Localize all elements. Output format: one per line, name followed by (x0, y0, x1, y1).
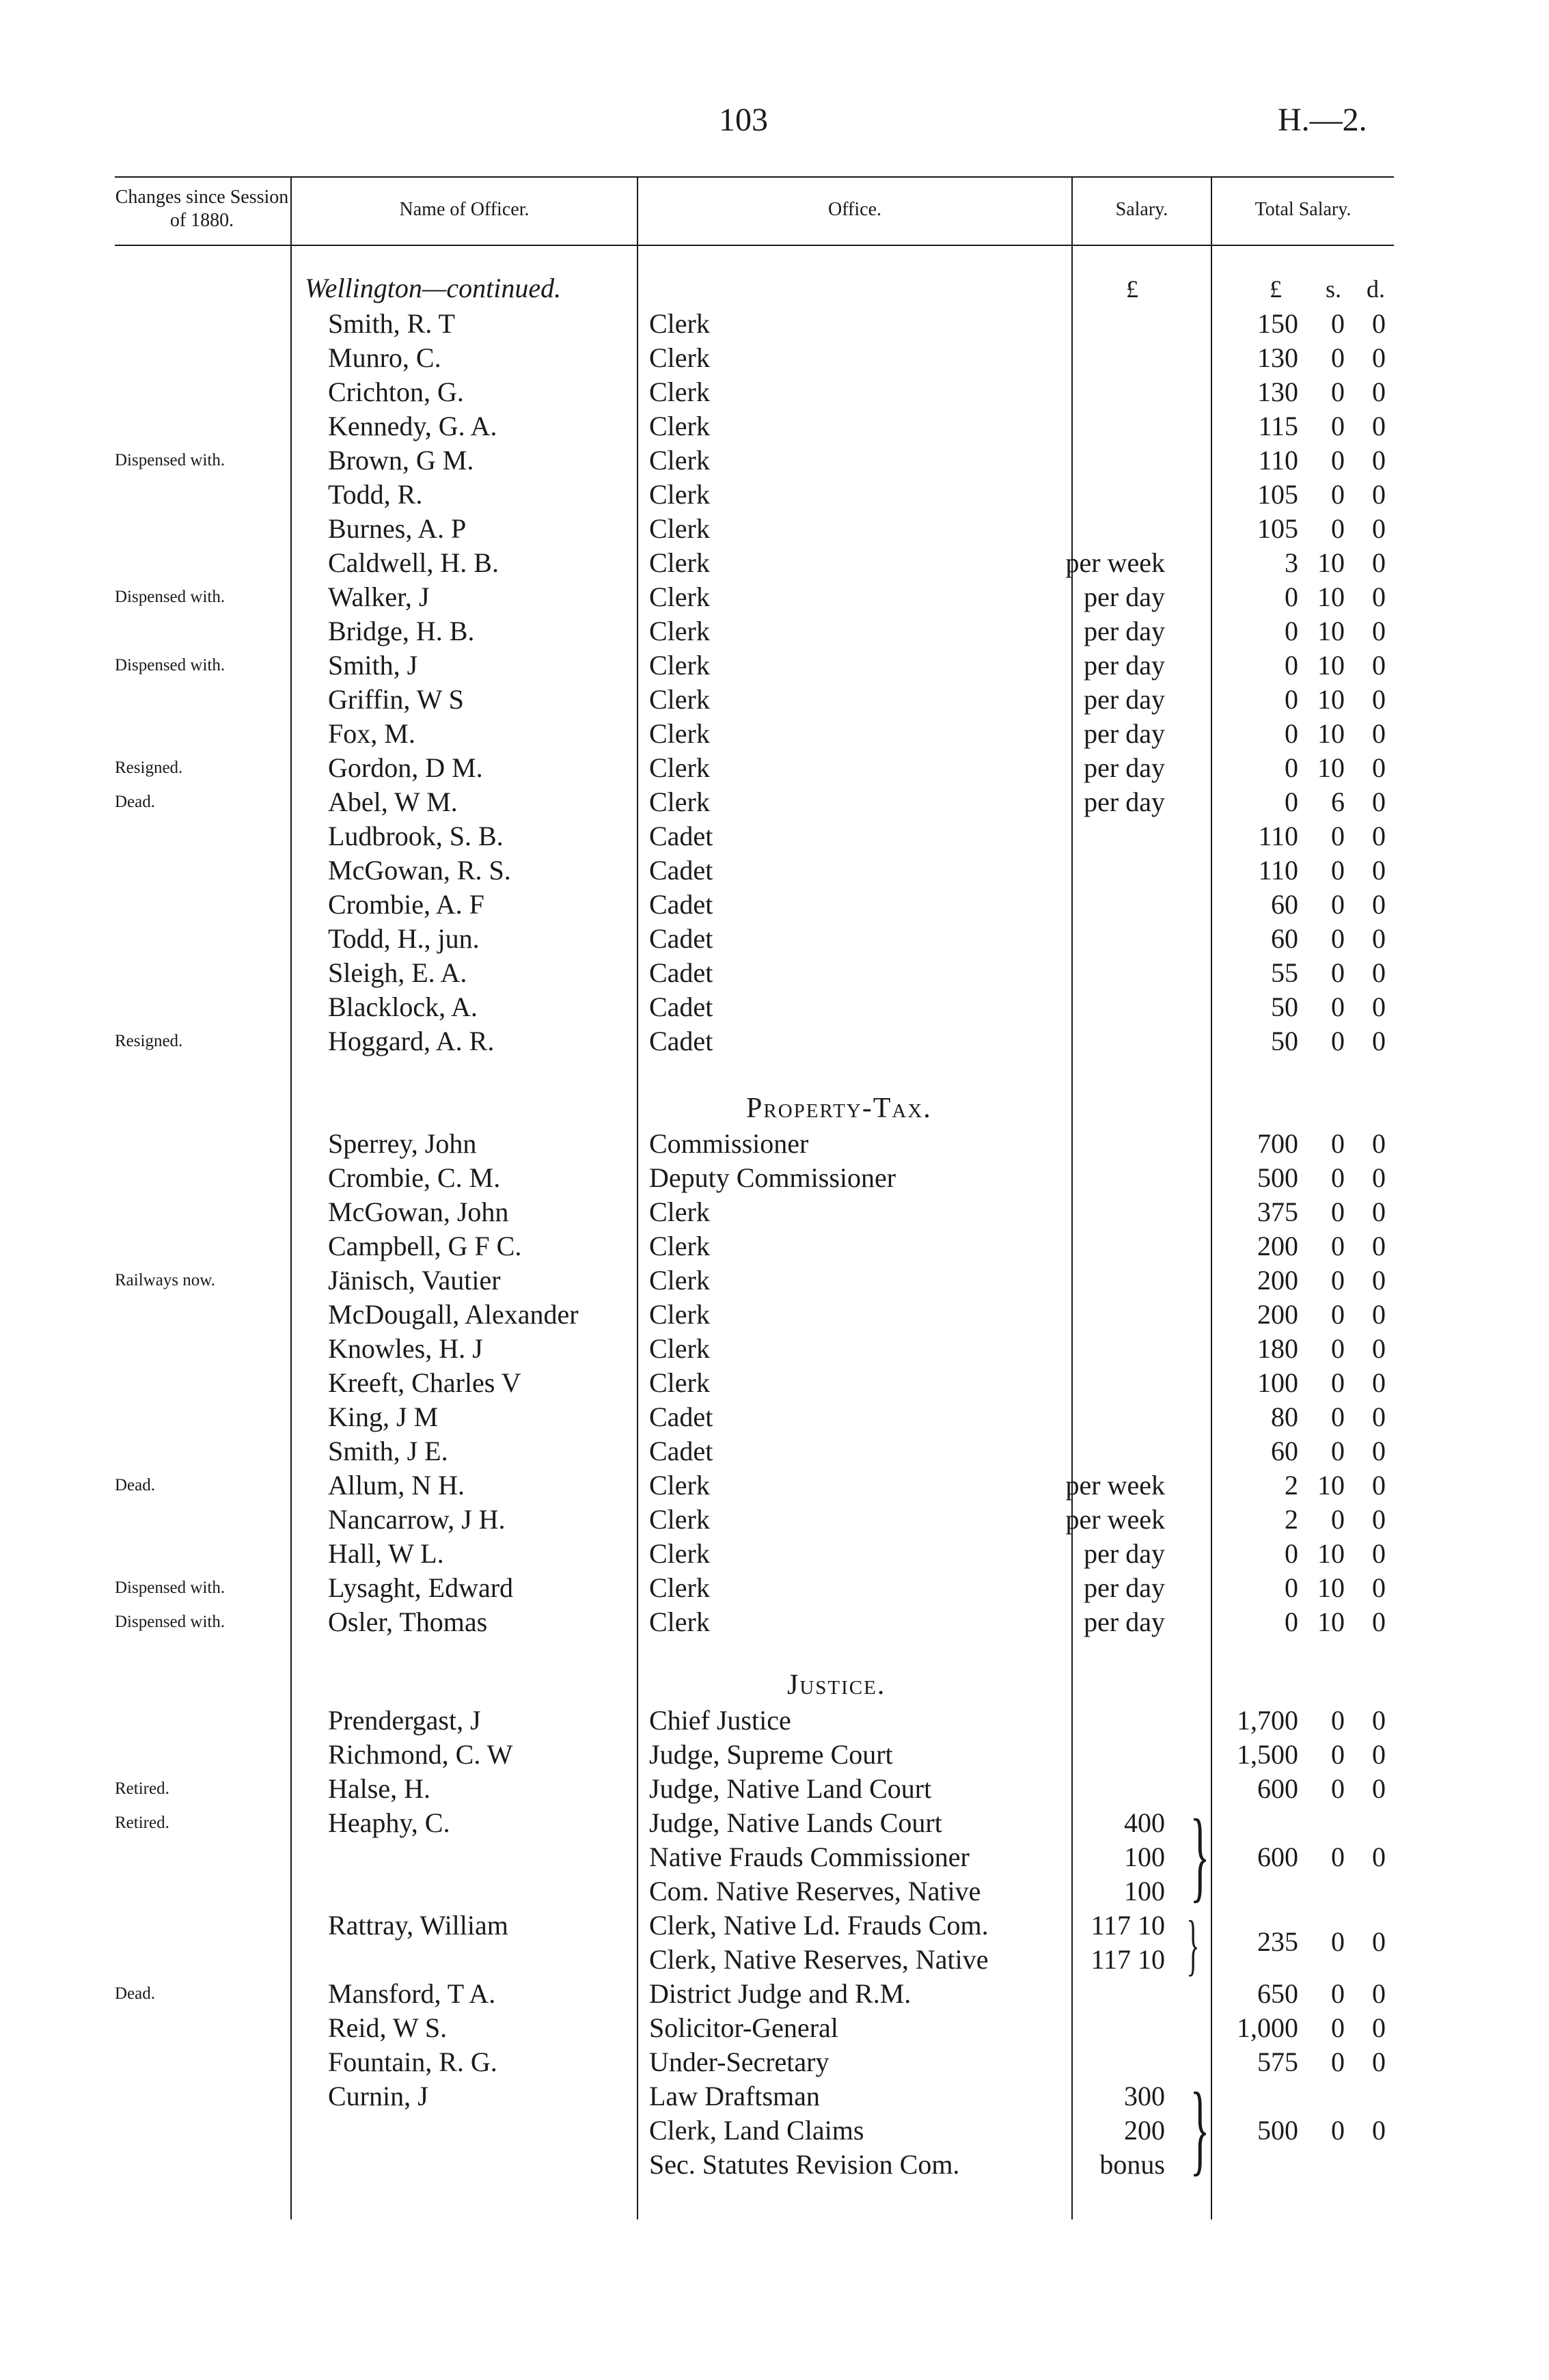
salary-value: 100 (1124, 1842, 1165, 1872)
office-title: Under-Secretary (649, 2047, 830, 2077)
office-title: Clerk (649, 582, 710, 612)
total-pence: 0 (1372, 1572, 1386, 1603)
column-divider (290, 176, 292, 2219)
total-pounds: 650 (1257, 1978, 1298, 2009)
total-pence: 0 (1372, 1333, 1386, 1364)
total-shillings: 0 (1331, 2115, 1345, 2146)
officer-name: Brown, G M. (328, 445, 474, 476)
total-shillings: 0 (1331, 1504, 1345, 1535)
total-pounds-symbol: £ (1270, 275, 1282, 303)
officer-name: Smith, J E. (328, 1436, 448, 1466)
change-note: Dispensed with. (115, 451, 225, 469)
total-pounds: 0 (1285, 718, 1298, 749)
office-title: Clerk (649, 1231, 710, 1261)
change-note: Dead. (115, 1984, 155, 2003)
total-shillings: 0 (1331, 513, 1345, 544)
total-pounds: 50 (1271, 1026, 1298, 1056)
header-bottom-rule (115, 245, 1394, 246)
total-pence: 0 (1372, 752, 1386, 783)
total-pence: 0 (1372, 2047, 1386, 2077)
total-pence: 0 (1372, 1705, 1386, 1736)
total-shillings: 0 (1331, 923, 1345, 954)
total-shillings: 0 (1331, 1333, 1345, 1364)
total-pounds: 110 (1258, 855, 1298, 886)
change-note: Dispensed with. (115, 1578, 225, 1597)
office-title: Sec. Statutes Revision Com. (649, 2149, 960, 2180)
total-pence: 0 (1372, 684, 1386, 715)
officer-name: Crichton, G. (328, 377, 464, 407)
total-pounds: 0 (1285, 650, 1298, 681)
officer-name: Caldwell, H. B. (328, 547, 499, 578)
total-pence: 0 (1372, 547, 1386, 578)
officer-name: Reid, W S. (328, 2012, 448, 2043)
total-pounds: 60 (1271, 1436, 1298, 1466)
total-pounds: 100 (1257, 1367, 1298, 1398)
officer-name: Rattray, William (328, 1910, 508, 1941)
total-shillings: 0 (1331, 479, 1345, 510)
total-pounds: 0 (1285, 1606, 1298, 1637)
total-pounds: 200 (1257, 1299, 1298, 1330)
total-pounds: 1,500 (1237, 1739, 1298, 1770)
total-shillings: 0 (1331, 1299, 1345, 1330)
office-title: Clerk (649, 1504, 710, 1535)
brace-rattray: } (1186, 1906, 1200, 1982)
salary-value: 300 (1124, 2081, 1165, 2111)
column-header-salary: Salary. (1115, 199, 1168, 220)
total-pence: 0 (1372, 2012, 1386, 2043)
document-reference: H.—2. (1278, 102, 1367, 138)
officer-name: McGowan, R. S. (328, 855, 511, 886)
total-pence: 0 (1372, 855, 1386, 886)
officer-name: Fox, M. (328, 718, 415, 749)
total-shillings-symbol: s. (1326, 275, 1342, 303)
salary-value: per day (1084, 616, 1165, 646)
officer-name: Lysaght, Edward (328, 1572, 514, 1603)
total-shillings: 0 (1331, 445, 1345, 476)
total-shillings: 10 (1317, 1572, 1345, 1603)
total-pence: 0 (1372, 991, 1386, 1022)
total-pence: 0 (1372, 1231, 1386, 1261)
total-pence: 0 (1372, 821, 1386, 851)
officer-name: Munro, C. (328, 342, 441, 373)
officer-name: McGowan, John (328, 1196, 509, 1227)
officer-name: Allum, N H. (328, 1470, 465, 1501)
office-title: Clerk (649, 411, 710, 441)
total-pence: 0 (1372, 479, 1386, 510)
total-pence: 0 (1372, 1299, 1386, 1330)
total-pounds: 200 (1257, 1265, 1298, 1296)
salary-value: 400 (1124, 1807, 1165, 1838)
salary-value: per day (1084, 752, 1165, 783)
total-pence: 0 (1372, 1162, 1386, 1193)
total-shillings: 0 (1331, 1231, 1345, 1261)
total-pounds: 3 (1285, 547, 1298, 578)
officer-name: Todd, R. (328, 479, 423, 510)
officer-name: Smith, J (328, 650, 418, 681)
office-title: Cadet (649, 855, 713, 886)
total-shillings: 0 (1331, 308, 1345, 339)
office-title: Clerk (649, 684, 710, 715)
office-title: Clerk (649, 547, 710, 578)
total-pounds: 200 (1257, 1231, 1298, 1261)
office-title: Clerk, Native Reserves, Native (649, 1944, 989, 1975)
total-shillings: 0 (1331, 957, 1345, 988)
total-pence: 0 (1372, 513, 1386, 544)
office-title: Clerk (649, 377, 710, 407)
total-shillings: 0 (1331, 377, 1345, 407)
office-title: Judge, Native Lands Court (649, 1807, 942, 1838)
total-shillings: 10 (1317, 616, 1345, 646)
office-title: Clerk (649, 787, 710, 817)
total-pounds: 1,700 (1237, 1705, 1298, 1736)
total-pence: 0 (1372, 957, 1386, 988)
total-shillings: 0 (1331, 1978, 1345, 2009)
total-shillings: 0 (1331, 889, 1345, 920)
total-pence: 0 (1372, 1196, 1386, 1227)
total-shillings: 0 (1331, 1026, 1345, 1056)
change-note: Dispensed with. (115, 1613, 225, 1631)
officer-name: Kreeft, Charles V (328, 1367, 521, 1398)
office-title: Clerk (649, 616, 710, 646)
total-shillings: 0 (1331, 2047, 1345, 2077)
officer-name: Knowles, H. J (328, 1333, 483, 1364)
total-pounds: 115 (1258, 411, 1298, 441)
total-pounds: 105 (1257, 513, 1298, 544)
total-shillings: 10 (1317, 1606, 1345, 1637)
total-shillings: 0 (1331, 2012, 1345, 2043)
total-pence: 0 (1372, 582, 1386, 612)
office-title: Clerk (649, 1333, 710, 1364)
continued-heading: Wellington—continued. (305, 273, 562, 303)
office-title: Cadet (649, 1436, 713, 1466)
change-note: Resigned. (115, 758, 183, 777)
total-pounds: 110 (1258, 445, 1298, 476)
total-pence: 0 (1372, 1538, 1386, 1569)
total-pounds: 0 (1285, 787, 1298, 817)
officer-name: Fountain, R. G. (328, 2047, 497, 2077)
total-pounds: 150 (1257, 308, 1298, 339)
table-top-rule (115, 176, 1394, 178)
total-pounds: 130 (1257, 342, 1298, 373)
column-header-office: Office. (828, 199, 881, 220)
total-pounds: 2 (1285, 1470, 1298, 1501)
total-pounds: 2 (1285, 1504, 1298, 1535)
office-title: Commissioner (649, 1128, 809, 1159)
total-pounds: 575 (1257, 2047, 1298, 2077)
change-note: Dead. (115, 1476, 155, 1494)
total-pence: 0 (1372, 1436, 1386, 1466)
total-pence-symbol: d. (1367, 275, 1385, 303)
salary-value: per day (1084, 787, 1165, 817)
change-note: Dead. (115, 793, 155, 811)
total-shillings: 0 (1331, 1773, 1345, 1804)
office-title: Solicitor-General (649, 2012, 838, 2043)
office-title: Native Frauds Commissioner (649, 1842, 970, 1872)
total-pence: 0 (1372, 2115, 1386, 2146)
office-title: Com. Native Reserves, Native (649, 1876, 981, 1906)
total-pence: 0 (1372, 1978, 1386, 2009)
total-shillings: 0 (1331, 1739, 1345, 1770)
office-title: Clerk (649, 445, 710, 476)
office-title: Clerk (649, 1572, 710, 1603)
salary-value: per week (1065, 547, 1165, 578)
total-pence: 0 (1372, 1606, 1386, 1637)
total-pounds: 0 (1285, 1538, 1298, 1569)
officer-name: Sleigh, E. A. (328, 957, 467, 988)
office-title: Clerk (649, 479, 710, 510)
salary-value: 200 (1124, 2115, 1165, 2146)
officer-name: Smith, R. T (328, 308, 455, 339)
total-pounds: 130 (1257, 377, 1298, 407)
office-title: Cadet (649, 957, 713, 988)
office-title: Deputy Commissioner (649, 1162, 896, 1193)
total-pounds: 0 (1285, 752, 1298, 783)
total-shillings: 10 (1317, 1470, 1345, 1501)
officer-name: King, J M (328, 1401, 439, 1432)
total-pence: 0 (1372, 1128, 1386, 1159)
office-title: Clerk (649, 513, 710, 544)
total-pounds: 0 (1285, 684, 1298, 715)
total-pounds: 180 (1257, 1333, 1298, 1364)
officer-name: Kennedy, G. A. (328, 411, 497, 441)
total-pence: 0 (1372, 787, 1386, 817)
officer-name: Bridge, H. B. (328, 616, 475, 646)
officer-name: Ludbrook, S. B. (328, 821, 504, 851)
total-pounds: 600 (1257, 1842, 1298, 1872)
total-pence: 0 (1372, 718, 1386, 749)
officer-name: Hoggard, A. R. (328, 1026, 495, 1056)
change-note: Retired. (115, 1779, 169, 1798)
office-title: Cadet (649, 889, 713, 920)
total-pounds: 700 (1257, 1128, 1298, 1159)
office-title: Clerk (649, 650, 710, 681)
change-note: Resigned. (115, 1032, 183, 1050)
total-pence: 0 (1372, 1773, 1386, 1804)
office-title: Clerk (649, 1470, 710, 1501)
total-pounds: 105 (1257, 479, 1298, 510)
total-shillings: 10 (1317, 752, 1345, 783)
total-shillings: 10 (1317, 547, 1345, 578)
total-shillings: 0 (1331, 1162, 1345, 1193)
officer-name: McDougall, Alexander (328, 1299, 579, 1330)
change-note: Dispensed with. (115, 656, 225, 674)
total-pence: 0 (1372, 1504, 1386, 1535)
office-title: Judge, Native Land Court (649, 1773, 932, 1804)
officer-name: Gordon, D M. (328, 752, 483, 783)
total-pence: 0 (1372, 889, 1386, 920)
salary-value: per week (1065, 1504, 1165, 1535)
office-title: Clerk (649, 752, 710, 783)
total-pounds: 60 (1271, 889, 1298, 920)
total-pence: 0 (1372, 616, 1386, 646)
total-pence: 0 (1372, 1470, 1386, 1501)
total-pounds: 375 (1257, 1196, 1298, 1227)
salary-value: per day (1084, 684, 1165, 715)
total-shillings: 0 (1331, 855, 1345, 886)
officer-name: Abel, W M. (328, 787, 458, 817)
total-pounds: 80 (1271, 1401, 1298, 1432)
office-title: Cadet (649, 991, 713, 1022)
total-shillings: 0 (1331, 821, 1345, 851)
officer-name: Walker, J (328, 582, 430, 612)
officer-name: Todd, H., jun. (328, 923, 480, 954)
total-shillings: 0 (1331, 411, 1345, 441)
total-pounds: 500 (1257, 1162, 1298, 1193)
total-shillings: 0 (1331, 1436, 1345, 1466)
office-title: Cadet (649, 1026, 713, 1056)
office-title: Clerk, Land Claims (649, 2115, 864, 2146)
total-pence: 0 (1372, 411, 1386, 441)
total-pence: 0 (1372, 445, 1386, 476)
section-title-property-tax: Property-Tax. (746, 1093, 932, 1124)
total-shillings: 0 (1331, 1401, 1345, 1432)
salary-value: bonus (1099, 2149, 1165, 2180)
column-header-name: Name of Officer. (399, 199, 530, 220)
salary-value: per day (1084, 1538, 1165, 1569)
brace-curnin: } (1190, 2072, 1210, 2185)
column-header-changes: Changes since Session of 1880. (115, 187, 289, 231)
total-pence: 0 (1372, 650, 1386, 681)
total-pounds: 0 (1285, 616, 1298, 646)
total-pence: 0 (1372, 923, 1386, 954)
total-shillings: 10 (1317, 684, 1345, 715)
total-pence: 0 (1372, 1265, 1386, 1296)
officer-name: Halse, H. (328, 1773, 430, 1804)
rattray-total-pounds: 235 (1257, 1926, 1298, 1957)
office-title: Law Draftsman (649, 2081, 820, 2111)
officer-name: Burnes, A. P (328, 513, 467, 544)
office-title: District Judge and R.M. (649, 1978, 911, 2009)
officer-name: Sperrey, John (328, 1128, 477, 1159)
total-pence: 0 (1372, 1026, 1386, 1056)
office-title: Clerk, Native Ld. Frauds Com. (649, 1910, 989, 1941)
office-title: Cadet (649, 923, 713, 954)
total-shillings: 0 (1331, 1705, 1345, 1736)
total-pence: 0 (1372, 308, 1386, 339)
office-title: Clerk (649, 308, 710, 339)
office-title: Clerk (649, 718, 710, 749)
salary-value: per day (1084, 1572, 1165, 1603)
officer-name: Griffin, W S (328, 684, 464, 715)
column-divider (637, 176, 638, 2219)
officer-name: Campbell, G F C. (328, 1231, 522, 1261)
salary-value: 117 10 (1091, 1910, 1165, 1941)
total-pounds: 600 (1257, 1773, 1298, 1804)
change-note: Railways now. (115, 1271, 215, 1289)
total-shillings: 0 (1331, 1367, 1345, 1398)
office-title: Clerk (649, 1606, 710, 1637)
total-pence: 0 (1372, 342, 1386, 373)
page-number: 103 (719, 102, 768, 138)
officer-name: Jänisch, Vautier (328, 1265, 501, 1296)
section-title-justice: Justice. (787, 1669, 886, 1701)
total-shillings: 0 (1331, 1196, 1345, 1227)
office-title: Clerk (649, 1538, 710, 1569)
change-note: Dispensed with. (115, 588, 225, 606)
total-pence: 0 (1372, 1367, 1386, 1398)
salary-value: per day (1084, 1606, 1165, 1637)
total-pounds: 50 (1271, 991, 1298, 1022)
rattray-total-pence: 0 (1372, 1926, 1386, 1957)
salary-currency-symbol: £ (1126, 275, 1138, 303)
brace-heaphy: } (1190, 1798, 1210, 1912)
officer-name: Crombie, C. M. (328, 1162, 501, 1193)
office-title: Clerk (649, 342, 710, 373)
officer-name: Osler, Thomas (328, 1606, 488, 1637)
total-pounds: 0 (1285, 582, 1298, 612)
officer-name: Nancarrow, J H. (328, 1504, 506, 1535)
officer-name: Prendergast, J (328, 1705, 481, 1736)
office-title: Clerk (649, 1196, 710, 1227)
office-title: Clerk (649, 1299, 710, 1330)
total-shillings: 0 (1331, 991, 1345, 1022)
salary-value: per day (1084, 650, 1165, 681)
office-title: Cadet (649, 821, 713, 851)
total-shillings: 0 (1331, 1842, 1345, 1872)
total-pence: 0 (1372, 1739, 1386, 1770)
total-pounds: 1,000 (1237, 2012, 1298, 2043)
total-pence: 0 (1372, 377, 1386, 407)
change-note: Retired. (115, 1814, 169, 1832)
total-shillings: 0 (1331, 342, 1345, 373)
office-title: Clerk (649, 1265, 710, 1296)
salary-value: 117 10 (1091, 1944, 1165, 1975)
salary-value: per day (1084, 582, 1165, 612)
total-shillings: 0 (1331, 1265, 1345, 1296)
total-shillings: 10 (1317, 1538, 1345, 1569)
office-title: Judge, Supreme Court (649, 1739, 893, 1770)
total-pounds: 0 (1285, 1572, 1298, 1603)
total-pence: 0 (1372, 1401, 1386, 1432)
total-shillings: 10 (1317, 582, 1345, 612)
total-shillings: 6 (1331, 787, 1345, 817)
office-title: Chief Justice (649, 1705, 791, 1736)
officer-name: Hall, W L. (328, 1538, 444, 1569)
total-shillings: 10 (1317, 650, 1345, 681)
rattray-total-shillings: 0 (1331, 1926, 1345, 1957)
officer-name: Mansford, T A. (328, 1978, 496, 2009)
officer-name: Blacklock, A. (328, 991, 478, 1022)
total-shillings: 0 (1331, 1128, 1345, 1159)
total-pounds: 110 (1258, 821, 1298, 851)
officer-name: Curnin, J (328, 2081, 428, 2111)
total-pounds: 500 (1257, 2115, 1298, 2146)
salary-value: 100 (1124, 1876, 1165, 1906)
total-pence: 0 (1372, 1842, 1386, 1872)
column-header-total: Total Salary. (1255, 199, 1352, 220)
office-title: Cadet (649, 1401, 713, 1432)
total-shillings: 10 (1317, 718, 1345, 749)
total-pounds: 60 (1271, 923, 1298, 954)
salary-value: per week (1065, 1470, 1165, 1501)
officer-name: Heaphy, C. (328, 1807, 450, 1838)
officer-name: Richmond, C. W (328, 1739, 513, 1770)
salary-value: per day (1084, 718, 1165, 749)
total-pounds: 55 (1271, 957, 1298, 988)
office-title: Clerk (649, 1367, 710, 1398)
officer-name: Crombie, A. F (328, 889, 484, 920)
